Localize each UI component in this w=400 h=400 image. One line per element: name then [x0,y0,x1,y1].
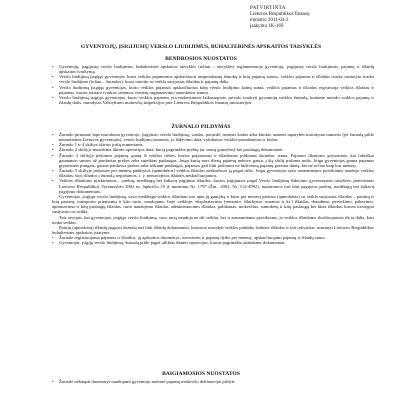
approval-line-3: ministro 2011-04-2 [250,18,289,23]
paragraph: • Verslo liudijimą įsigijęs gyventojas, kurio veiklos pajamos apskaičiuotos kaip verslo liudijimo kainų suma, veiklos pajamas ir išlaidas registruoja veiklos išlaidas ir pajamas, kurias nustato tvarkos sistemos vienetų organizavimo sumokėtos sumos. [52,85,374,95]
paragraph: • Žurnalo 3 skiltyje įrašomos pajamų, gautų iš veiklos rūšies, kurios pajamomis ir išlaidomis pildomas žurnalas, suma. Pajamos fiksuotos grynaisiais, kai faktiškai gaunamos sumos už parduotas prekes arba suteiktas paslaugas. Jeigu kurią nors dieną pajamų nebuvo gauta, į šią skiltį įrašoma nulis. Jeigu gyventojas gauna pajamas grynaisiais pinigais, gautas pardavus prekes arba teikiant paslaugas, pajamos gali būti įrašomos ne kiekvieną pajamų gavimo dieną, bet ne rečiau kaip kas mėnesį. [52,153,374,168]
paragraph: • Žurnalo 1 ir 4 skiltys skirtos įrašų numeriams. [52,142,374,147]
paragraph: • Žurnale registruojama pajamos ir išlaidos, jų apskaitos duomenys, suvestinės ir pajamų dydis per mėnesį, apskaičiuojami pajamų ir išlaidų suma. [52,235,374,240]
paragraph: • Verslo liudijimą įsigijęs gyventojas, kurio veiklos pajamos yra mokestiniais laikotarpiais, privalo tvarkyti gyventojų veiklos žurnalą, kuriame nurodo veiklos pajamų ir išlaidų dalis, nurodytas Valstybinės mokesčių inspekcijos prie Lietuvos Respublikos finansų ministerijos. [52,95,374,105]
approval-line-1: PATVIRTINTA [250,6,286,11]
section-body-journal [52,132,374,245]
section-heading-final: BAIGIAMOSIOS NUOSTATOS [162,371,240,377]
paragraph: Patirtų (apmokėtų) išlaidų pagrįsti žurnalą turi būti išlaidų dokumentai, kuriuose nurodyti veiklos pobūdis, būtinos išlaidos ir kiti rekvizitai, nustatyti Lietuvos Respublikos buhalterinės apskaitos įstatyme. [52,224,374,235]
section-heading-general: BENDROSIOS NUOSTATOS [165,56,237,62]
paragraph: Gyventojas, įsigijęs verslo liudijimą, savo medžiaga veiklos išlaidom turi apie jų gamybą ir kitas per mėnesį patirtas (apmokėtas) su veikla susijusias išlaidas – pastatų ir kitų pastatų, transporto priemonių ir kito turto, naudojamo šioje veikloje, eksploatavimo (remonto, išlaikymo, nuomos ir kt.) išlaidas, draudimo, pervežimo, pakavimo, aptarnavimo ir kitų paslaugų išlaidas, turto naudojimo išlaidas, administracines išlaidas, palūkanas, mokesčius, sumokėtų ir kitų paslaugų bei kitas išlaidas, kurios tiesiogiai susijusios su veikla. [52,193,374,215]
section-heading-journal: ŽURNALO PILDYMAS [171,124,231,130]
paragraph: • Žurnalo pirmame lape nurodoma gyventojo, įsigijusio verslo liudijimą, vardas, pavardė, asmens kodas arba kitokio asmens tapatybės nustatymo numeris (jei žurnalą pildo nenuolatinis Lietuvos gyventojas), verslo liudijimo numeris, jo išdavimo data, vykdomos veiklos pavadinimas ir kodas. [52,132,374,142]
paragraph: • Gyventojų, įsigijusių verslo liudijimus, buhalterinės apskaitos taisyklės (toliau – taisyklės) reglamentuoja gyventojų, įsigijusių verslo liudijimus, pajamų ir išlaidų apskaitos tvarkymą. [52,64,374,74]
paragraph: Tais atvejais, kai gyventojas, įsigijęs verslo liudijimą, savo turtą naudoja ne tik veiklai, bet ir asmeniniams poreikiams, jo veiklos išlaidoms skaičiuojamos tik ta dalis, kuri tenka veiklai. [52,214,374,225]
section-body-final [52,379,374,384]
section-body-general [52,64,374,105]
approval-stamp [250,6,390,30]
document-title: GYVENTOJŲ, ĮSIGIJUSIŲ VERSLO LIUDIJIMUS, BUHALTERINĖS APSKAITOS TAISYKLĖS [80,44,322,50]
paragraph: • Žurnalo 5 skiltyje įrašomos per mėnesį padarytos (apmokėtos) veiklos išlaidos neskaičiuot ją pagal rūšis. Jeigu gyventojas savo asmeniniams poreikiams naudojo veiklos išlaidas, šios išlaidos į žurnalą neįrašomos, t. y. nenurodytos išlaidos neskaičiuojamos. [52,168,374,178]
paragraph: • Veiklos išlaidoms priskiriamos – prekių, medžiagų bei žaliavų įsigijimo išlaidos, kurios įsigijamos pagal Verslo liudijimų išdavimo gyventojams taisykles, patvirtintas Lietuvos Respublikos Vyriausybės 2002 m. lapkričio 19 d. nutarimu Nr. 1797 (Žin., 2002, Nr. 112-4992), nustatomos turi būti pagrįstos prekių, medžiagų bei žaliavų įsigijimo dokumentais. [52,178,374,193]
paragraph: • Verslo liudijimą įsigijęs gyventojas, kuris veiklos pajamomis apskaičiuoti neapmokamų išmokų ir kitų pajamų sumos, veiklos pajamas ir išlaidas tvarko nustatyta tvarka verslo liudijimo (toliau – žurnalas), kuris nurodo su veikla susijusias išlaidas ir pajamų dalis. [52,74,374,84]
paragraph: • Žurnale nekaupti duomenys naudojami gyventojo metinei pajamų mokesčio deklaracijai pildyti. [52,379,374,384]
approval-line-2: Lietuvos Respublikos finansų [250,12,310,17]
approval-line-4: įsakymu 1K-169 [250,24,284,29]
paragraph: • Gyventojai, įsigiję verslo liudijimą, žurnalą pildo pagal atliktas ūkines operacijas, kurias pagrindžia atitinkami dokumentai. [52,240,374,245]
paragraph: • Žurnalo 2 skiltyje nurodoma ūkinės operacijos data, kurią pagrindžia prekių (ar sausų gamybos) bei paslaugų dokumentai. [52,147,374,152]
